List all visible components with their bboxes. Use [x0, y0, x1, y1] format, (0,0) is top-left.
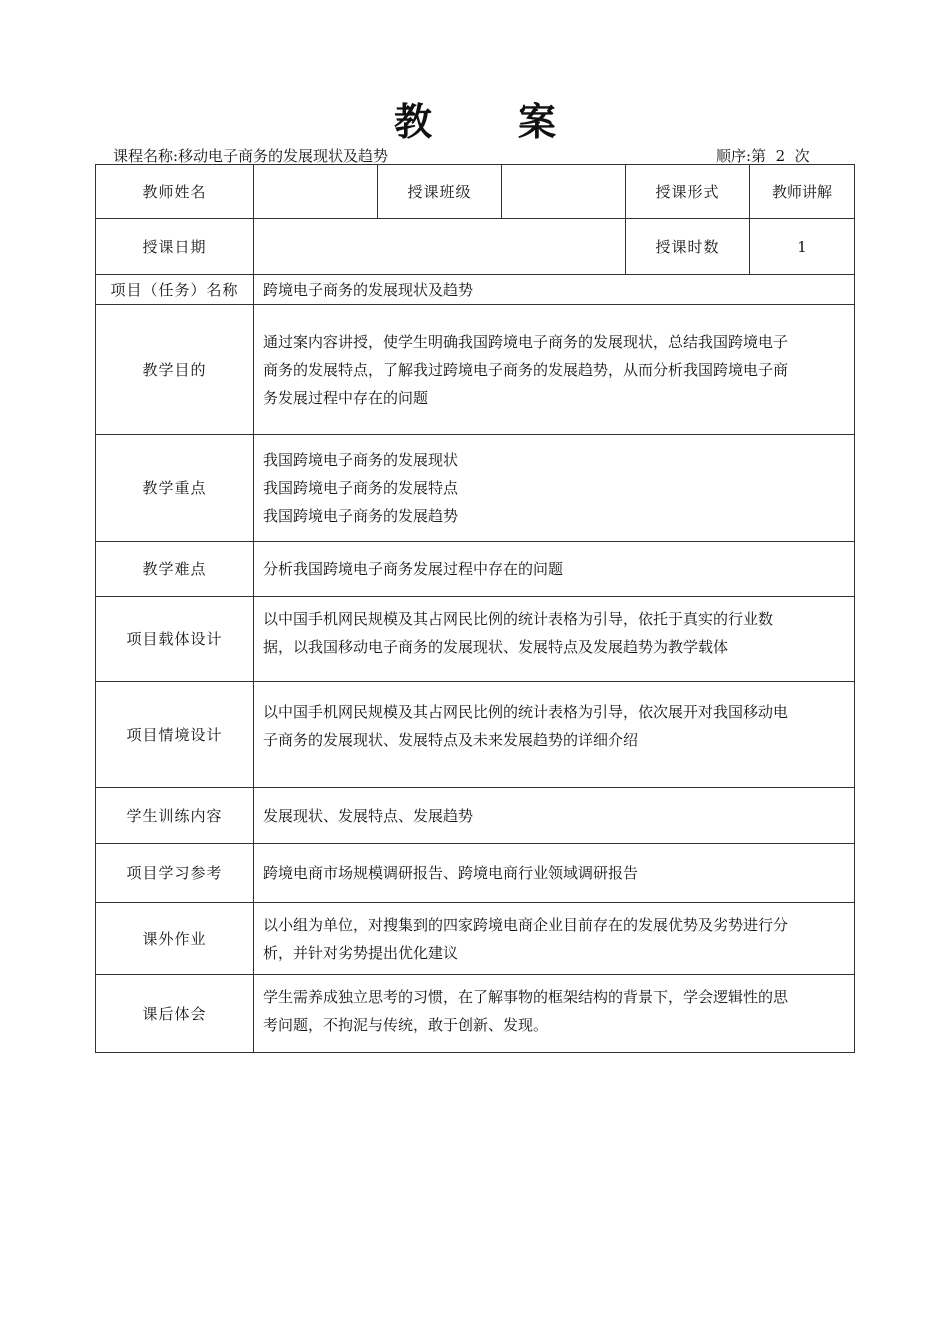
- training-label: 学生训练内容: [96, 788, 254, 844]
- reflection-content: [254, 975, 855, 1053]
- references-label: 项目学习参考: [96, 844, 254, 903]
- course-name: 课程名称:移动电子商务的发展现状及趋势: [113, 147, 389, 165]
- homework-content: [254, 903, 855, 975]
- carrier-design-label: 项目载体设计: [96, 597, 254, 682]
- key-points-content: [254, 435, 855, 542]
- objective-line: 通过案内容讲授，使学生明确我国跨境电子商务的发展现状，总结我国跨境电子: [263, 332, 789, 351]
- class-value[interactable]: [502, 165, 626, 219]
- table-row: [96, 975, 855, 1053]
- objective-label: 教学目的: [96, 305, 254, 435]
- lesson-plan-table: [95, 164, 855, 1053]
- objective-content: [254, 305, 855, 435]
- training-content: [254, 788, 855, 844]
- carrier-design-line: 据，以我国移动电子商务的发展现状、发展特点及发展趋势为教学载体: [263, 638, 729, 656]
- teaching-form-label: 授课形式: [626, 165, 750, 219]
- objective-line: 务发展过程中存在的问题: [263, 388, 429, 407]
- table-row: [96, 597, 855, 682]
- scenario-design-label: 项目情境设计: [96, 682, 254, 788]
- difficulties-content: [254, 542, 855, 597]
- scenario-design-content: [254, 682, 855, 788]
- page-title: [0, 98, 950, 146]
- table-row: [96, 682, 855, 788]
- project-name-label: 项目（任务）名称: [96, 275, 254, 305]
- date-label: 授课日期: [96, 219, 254, 275]
- scenario-design-line: 子商务的发展现状、发展特点及未来发展趋势的详细介绍: [263, 731, 639, 749]
- homework-line: 以小组为单位，对搜集到的四家跨境电商企业目前存在的发展优势及劣势进行分: [263, 915, 789, 934]
- date-value[interactable]: [254, 219, 626, 275]
- homework-label: 课外作业: [96, 903, 254, 975]
- page-title-part-2: 案: [518, 100, 557, 144]
- table-row: [96, 542, 855, 597]
- training-line: 发展现状、发展特点、发展趋势: [263, 806, 474, 825]
- difficulty-line: 分析我国跨境电子商务发展过程中存在的问题: [263, 560, 564, 578]
- carrier-design-content: [254, 597, 855, 682]
- table-row: [96, 165, 855, 219]
- homework-line: 析，并针对劣势提出优化建议: [263, 943, 459, 962]
- key-point-line: 我国跨境电子商务的发展趋势: [263, 507, 459, 525]
- class-label: 授课班级: [378, 165, 502, 219]
- table-row: [96, 844, 855, 903]
- teacher-name-label: 教师姓名: [96, 165, 254, 219]
- table-row: [96, 435, 855, 542]
- hours-value: 1: [750, 219, 855, 275]
- key-point-line: 我国跨境电子商务的发展特点: [263, 479, 459, 497]
- objective-line: 商务的发展特点，了解我过跨境电子商务的发展趋势，从而分析我国跨境电子商: [263, 360, 789, 379]
- page-title-part-1: 教: [393, 100, 432, 144]
- hours-label: 授课时数: [626, 219, 750, 275]
- scenario-design-line: 以中国手机网民规模及其占网民比例的统计表格为引导，依次展开对我国移动电: [263, 703, 789, 721]
- table-row: [96, 305, 855, 435]
- table-row: [96, 903, 855, 975]
- reflection-line: 考问题，不拘泥与传统，敢于创新、发现。: [263, 1016, 549, 1034]
- key-points-label: 教学重点: [96, 435, 254, 542]
- reflection-line: 学生需养成独立思考的习惯，在了解事物的框架结构的背景下，学会逻辑性的思: [263, 988, 789, 1006]
- references-content: [254, 844, 855, 903]
- reflection-label: 课后体会: [96, 975, 254, 1053]
- difficulties-label: 教学难点: [96, 542, 254, 597]
- reference-line: 跨境电商市场规模调研报告、跨境电商行业领域调研报告: [263, 864, 639, 882]
- table-row: [96, 219, 855, 275]
- teacher-name-value[interactable]: [254, 165, 378, 219]
- lesson-order: 顺序:第 2 次: [716, 147, 810, 165]
- key-point-line: 我国跨境电子商务的发展现状: [263, 451, 459, 469]
- table-row: [96, 788, 855, 844]
- teaching-form-value: 教师讲解: [750, 165, 855, 219]
- project-name-value: 跨境电子商务的发展现状及趋势: [254, 275, 855, 305]
- carrier-design-line: 以中国手机网民规模及其占网民比例的统计表格为引导，依托于真实的行业数: [263, 610, 774, 628]
- table-row: [96, 275, 855, 305]
